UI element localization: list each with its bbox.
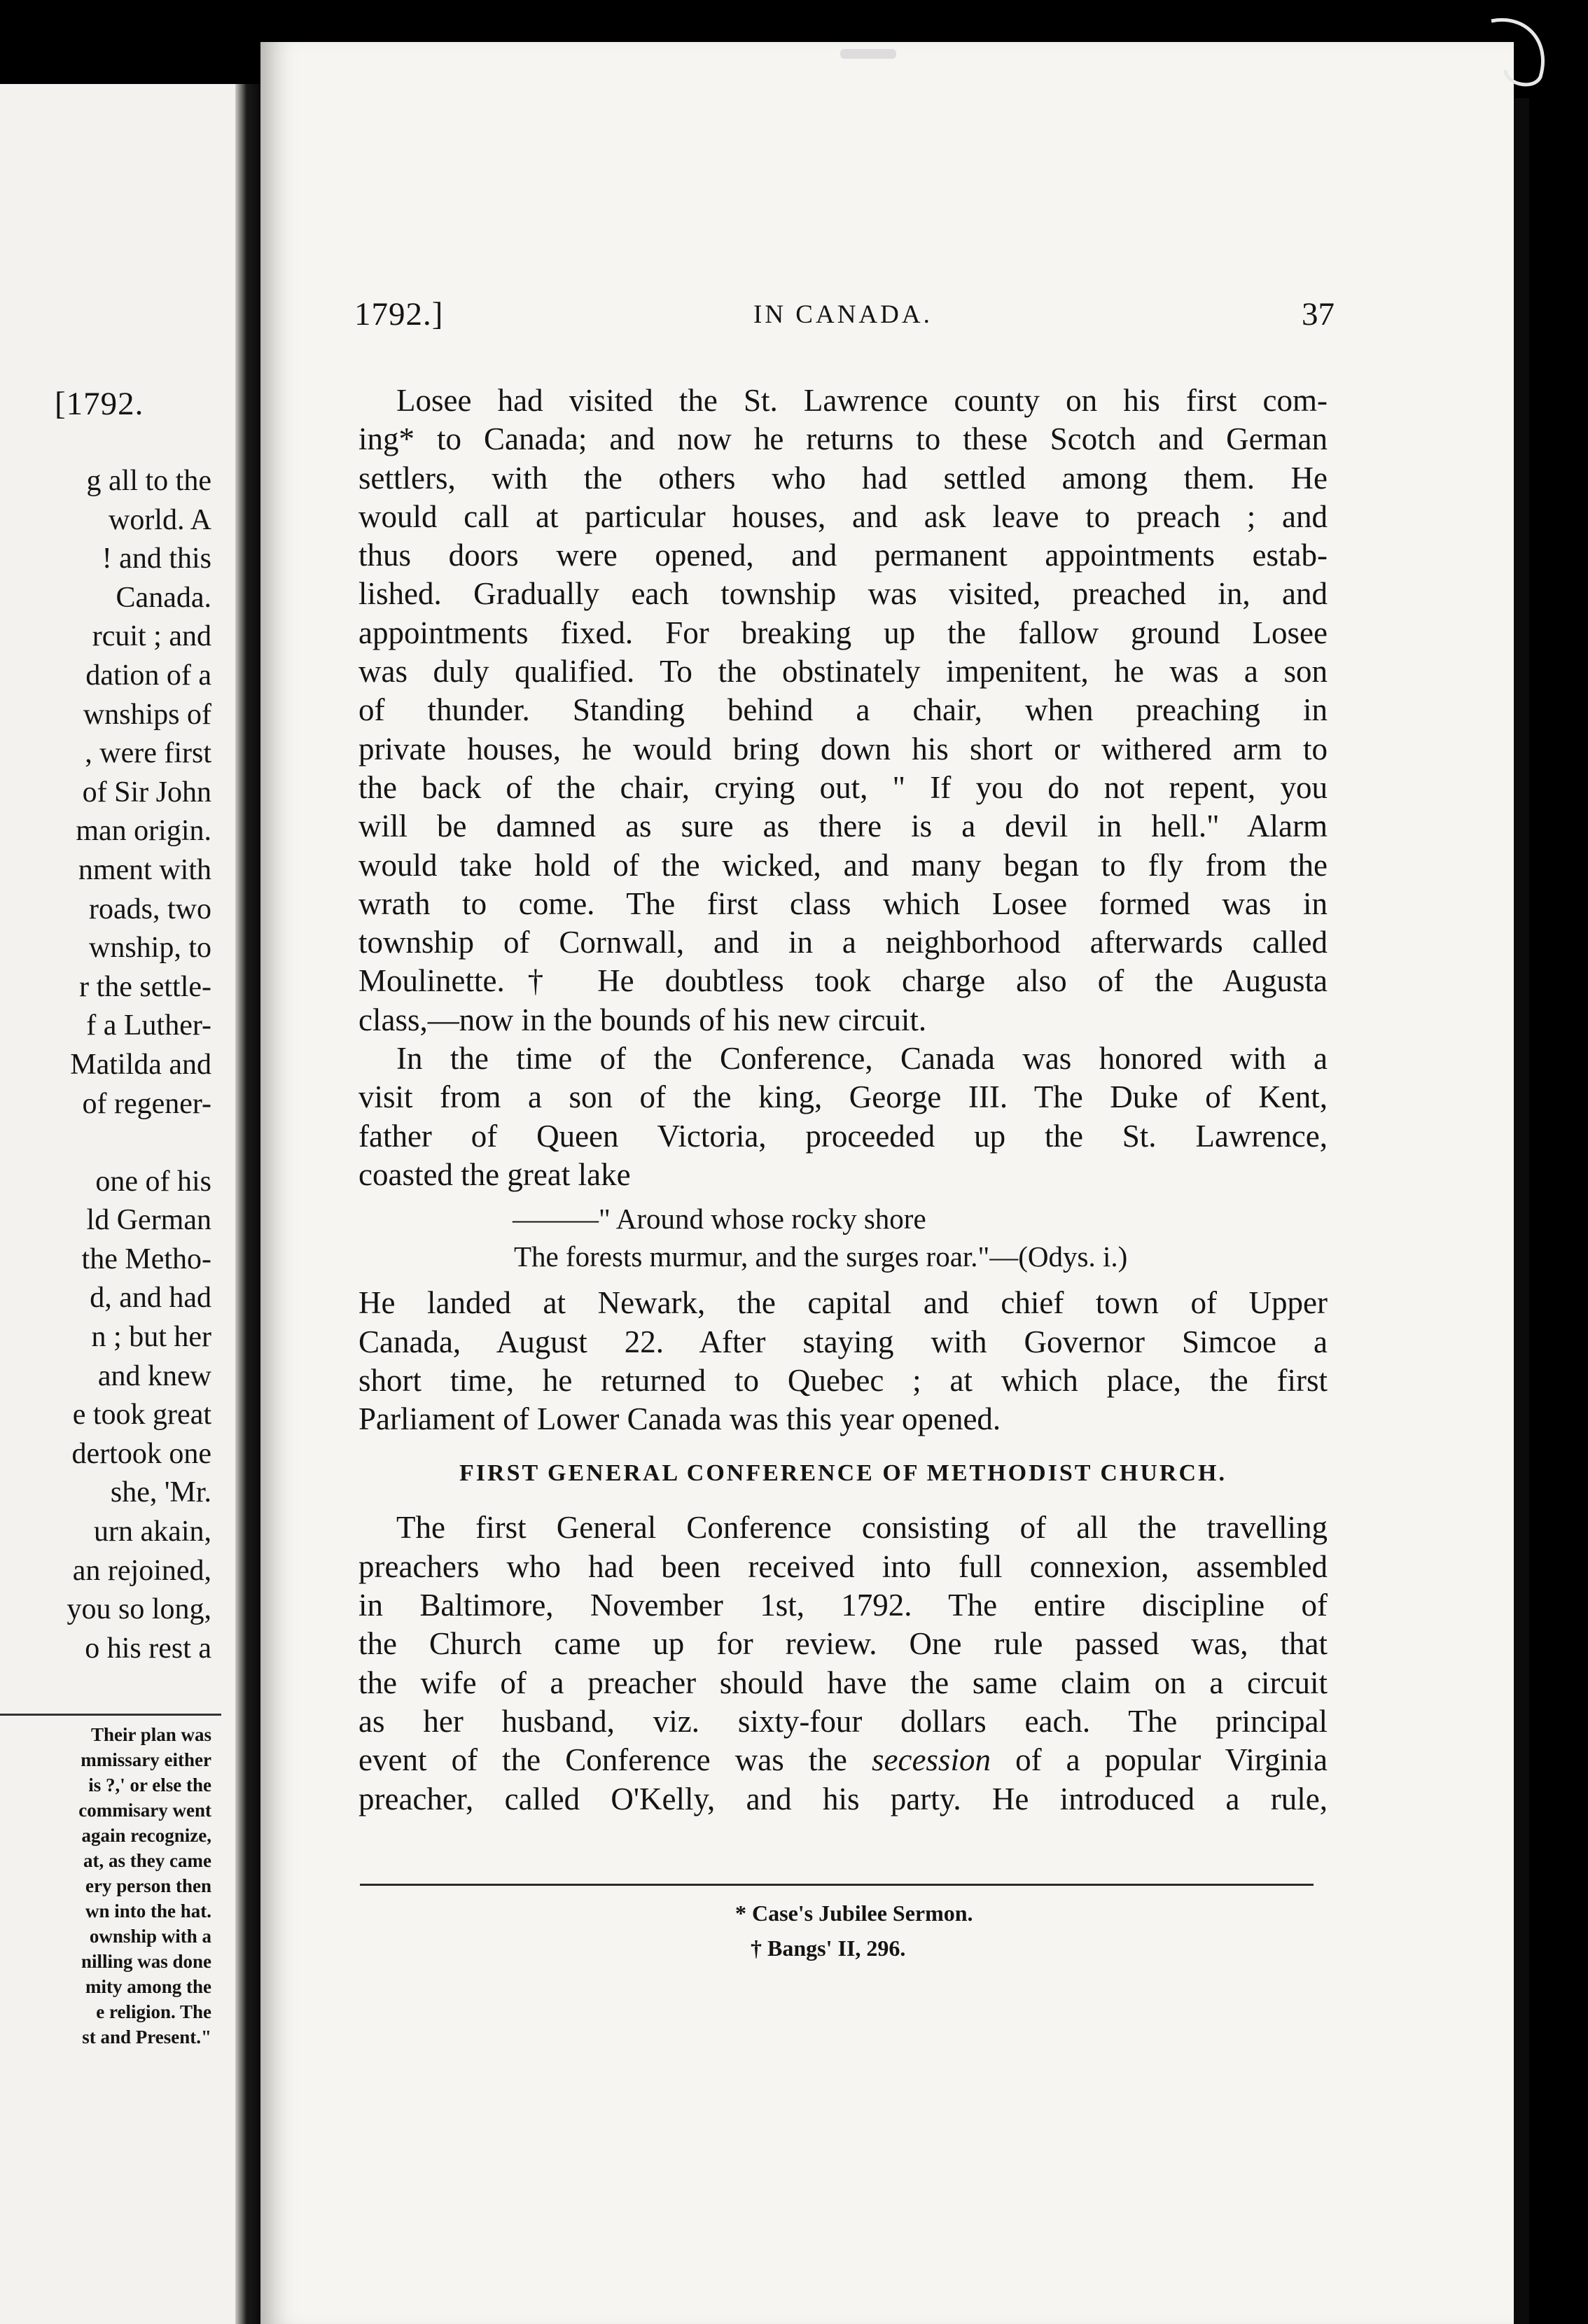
left-text-line: Matilda and bbox=[70, 1048, 211, 1081]
left-footnote-line: wn into the hat. bbox=[85, 1900, 211, 1921]
left-running-head: [1792. bbox=[55, 386, 144, 422]
left-text-line: nment with bbox=[78, 853, 211, 886]
left-text-line: o his rest a bbox=[85, 1632, 211, 1665]
left-text-line: g all to the bbox=[86, 465, 211, 497]
left-text-line: man origin. bbox=[76, 815, 211, 848]
text-line: ing* to Canada; and now he returns to these Scotch and German bbox=[358, 421, 1328, 457]
quote-line-1: ———" Around whose rocky shore bbox=[513, 1203, 926, 1236]
text-line: will be damned as sure as there is a devil in hell." Alarm bbox=[358, 808, 1328, 844]
left-page-footnotes bbox=[0, 1722, 211, 2050]
line-tail: of a popular Virginia bbox=[990, 1742, 1328, 1778]
text-line: thus doors were opened, and permanent appointments estab- bbox=[358, 538, 1328, 573]
text-line: wrath to come. The first class which Losee formed was in bbox=[358, 886, 1328, 921]
left-text-line: dation of a bbox=[85, 659, 211, 692]
verse-quotation bbox=[358, 1200, 1328, 1275]
text-line: preachers who had been received into full connexion, assembled bbox=[358, 1548, 1328, 1584]
left-footnote-line: Their plan was bbox=[90, 1724, 211, 1745]
text-line: The first General Conference consisting of all the travelling bbox=[396, 1510, 1328, 1546]
text-line: lished. Gradually each township was visited, preached in, and bbox=[358, 576, 1328, 612]
left-text-line: an rejoined, bbox=[72, 1554, 211, 1587]
text-line: private houses, he would bring down his short or withered arm to bbox=[358, 731, 1328, 766]
left-text-line: wnships of bbox=[83, 698, 211, 731]
scan-top-blemish bbox=[840, 49, 896, 59]
left-text-line: n ; but her bbox=[91, 1321, 211, 1354]
left-footnote-line: at, as they came bbox=[83, 1850, 211, 1871]
left-text-line: dertook one bbox=[71, 1437, 211, 1470]
paragraph-duke-of-kent bbox=[358, 1040, 1328, 1194]
text-line: Canada, August 22. After staying with Governor Simcoe a bbox=[358, 1324, 1328, 1359]
text-line: settlers, with the others who had settled among them. He bbox=[358, 460, 1328, 496]
italic-word: secession bbox=[871, 1742, 991, 1778]
left-footnote-line: ownship with a bbox=[89, 1926, 211, 1947]
running-head-title: IN CANADA. bbox=[753, 300, 933, 329]
footnote: * Case's Jubilee Sermon. bbox=[735, 1900, 973, 1926]
text-line: preacher, called O'Kelly, and his party. He introduced a rule, bbox=[358, 1781, 1328, 1816]
text-line: appointments fixed. For breaking up the fallow ground Losee bbox=[358, 615, 1328, 650]
left-text-line: she, 'Mr. bbox=[110, 1476, 211, 1509]
left-text-line: of Sir John bbox=[82, 776, 211, 808]
left-footnote-line: nilling was done bbox=[81, 1951, 211, 1972]
left-footnote-line: again recognize, bbox=[81, 1825, 211, 1846]
paragraph-general-conference bbox=[358, 1508, 1328, 1818]
left-text-line: roads, two bbox=[89, 892, 211, 925]
text-line: the wife of a preacher should have the same claim on a circuit bbox=[358, 1665, 1328, 1700]
left-text-line: one of his bbox=[95, 1165, 211, 1198]
left-text-line: d, and had bbox=[90, 1282, 211, 1315]
scan-corner-mark bbox=[1484, 14, 1554, 98]
text-line: would call at particular houses, and ask leave to preach ; and bbox=[358, 498, 1328, 534]
left-text-line: world. A bbox=[109, 503, 211, 536]
left-text-line: rcuit ; and bbox=[92, 620, 211, 653]
left-footnote-line: commisary went bbox=[78, 1800, 211, 1821]
left-text-line: ! and this bbox=[102, 542, 211, 575]
left-footnote-line: st and Present." bbox=[82, 2026, 211, 2047]
text-line: as her husband, viz. sixty-four dollars each. The principal bbox=[358, 1703, 1328, 1739]
left-text-line: you so long, bbox=[67, 1593, 211, 1626]
left-text-line: , were first bbox=[85, 737, 211, 770]
left-text-line: r the settle- bbox=[79, 970, 211, 1003]
text-line: was duly qualified. To the obstinately impenitent, he was a son bbox=[358, 654, 1328, 690]
quote-line-2: The forests murmur, and the surges roar."—(Odys. i.) bbox=[514, 1240, 1128, 1273]
text-line: the Church came up for review. One rule passed was, that bbox=[358, 1626, 1328, 1662]
paragraph-newark bbox=[358, 1284, 1328, 1438]
paragraph-losee bbox=[358, 382, 1328, 1040]
text-line: would take hold of the wicked, and many began to fly from the bbox=[358, 847, 1328, 883]
footnotes bbox=[735, 1896, 973, 1966]
text-line: Losee had visited the St. Lawrence county on his first com- bbox=[396, 383, 1328, 418]
text-line: short time, he returned to Quebec ; at which place, the first bbox=[358, 1362, 1328, 1398]
section-heading: FIRST GENERAL CONFERENCE OF METHODIST CHURCH. bbox=[459, 1460, 1227, 1487]
text-line: the back of the chair, crying out, " If you do not repent, you bbox=[358, 769, 1328, 805]
text-line: father of Queen Victoria, proceeded up the St. Lawrence, bbox=[358, 1118, 1328, 1154]
text-line: Parliament of Lower Canada was this year opened. bbox=[358, 1401, 1001, 1437]
text-line: township of Cornwall, and in a neighborhood afterwards called bbox=[358, 925, 1328, 960]
running-head-year: 1792.] bbox=[354, 296, 444, 332]
text-line: He landed at Newark, the capital and chief town of Upper bbox=[358, 1285, 1328, 1321]
left-text-line: and knew bbox=[97, 1359, 211, 1392]
text-line: Moulinette.† He doubtless took charge also of the Augusta bbox=[358, 963, 1328, 999]
text-line: of thunder. Standing behind a chair, when preaching in bbox=[358, 692, 1328, 728]
left-footnote-line: is ?,' or else the bbox=[88, 1774, 211, 1795]
book-gutter bbox=[235, 84, 260, 2324]
text-line: visit from a son of the king, George III. The Duke of Kent, bbox=[358, 1079, 1328, 1115]
text-line: class,—now in the bounds of his new circuit. bbox=[358, 1002, 927, 1037]
text-line: event of the Conference was the secession of a popular Virginia bbox=[358, 1742, 1328, 1778]
left-text-line: e took great bbox=[72, 1399, 211, 1432]
running-head bbox=[354, 295, 1335, 344]
page-number: 37 bbox=[1302, 296, 1335, 332]
left-footnote-line: mmissary either bbox=[81, 1749, 211, 1770]
left-text-line: of regener- bbox=[82, 1087, 211, 1120]
left-text-line: urn akain, bbox=[94, 1516, 211, 1548]
left-page-text bbox=[0, 462, 211, 1668]
left-text-line bbox=[0, 1124, 211, 1163]
left-text-line: ld German bbox=[86, 1204, 211, 1237]
text-line: in Baltimore, November 1st, 1792. The entire discipline of bbox=[358, 1588, 1328, 1623]
left-footnote-line: e religion. The bbox=[96, 2001, 211, 2022]
body-text bbox=[358, 382, 1328, 1819]
left-footnote-line: mity among the bbox=[85, 1976, 211, 1997]
footnote: † Bangs' II, 296. bbox=[751, 1935, 906, 1961]
left-footnote-line: ery person then bbox=[85, 1875, 211, 1896]
left-text-line: the Metho- bbox=[81, 1242, 211, 1275]
left-text-line: wnship, to bbox=[88, 932, 211, 965]
previous-page-fragment bbox=[0, 84, 235, 2324]
text-line: In the time of the Conference, Canada was honored with a bbox=[396, 1041, 1328, 1077]
left-text-line: Canada. bbox=[116, 581, 211, 614]
left-footnote-rule bbox=[0, 1714, 221, 1716]
page-edge-shadow bbox=[1514, 98, 1529, 2324]
footnote-rule bbox=[360, 1884, 1314, 1886]
text-line: coasted the great lake bbox=[358, 1156, 631, 1192]
left-text-line: f a Luther- bbox=[86, 1009, 211, 1042]
